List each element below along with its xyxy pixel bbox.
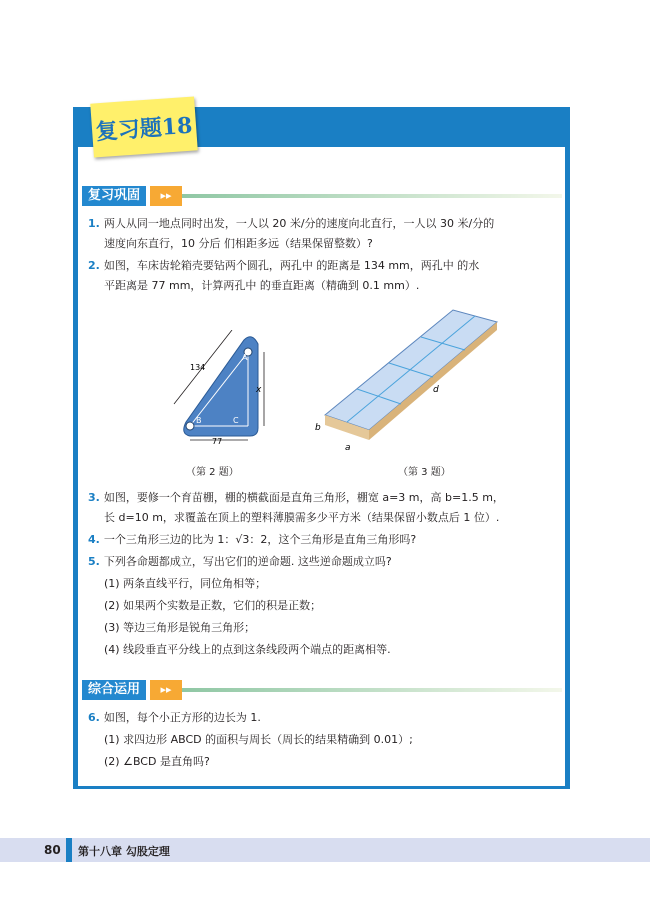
figure-2-gearbox [160,330,280,445]
label-134: 134 [190,363,206,372]
problem-number: 3. [88,491,100,504]
problem-5-item-3: (3) 等边三角形是锐角三角形； [104,621,256,634]
problem-text: 如图，每个小正方形的边长为 1. [103,711,261,724]
problem-number: 6. [88,711,100,724]
label-77: 77 [212,437,223,445]
problem-1-line-2: 速度向东直行，10 分后 们相距多远（结果保留整数）? [104,237,373,250]
section-header-review [82,186,562,206]
problem-5-item-1: (1) 两条直线平行，同位角相等； [104,577,267,590]
problem-number: 1. [88,217,100,230]
figure-3-caption: （第 3 题） [398,467,451,478]
problem-text: 一个三角形三边的比为 1：√3：2，这个三角形是直角三角形吗? [103,533,417,546]
double-arrow-icon: ▸▸ [150,186,182,206]
frame-left-border [73,107,78,789]
problem-2-line-2: 平距离是 77 mm，计算两孔中 的垂直距离（精确到 0.1 mm）. [104,279,420,292]
problem-6-item-1: (1) 求四边形 ABCD 的面积与周长（周长的结果精确到 0.01）; [104,733,413,746]
problem-text: 如图，要修一个育苗棚，棚的横截面是直角三角形，棚宽 a=3 m，高 b=1.5 m， [103,491,504,504]
problem-6-line-1 [88,708,261,728]
problem-5-item-4: (4) 线段垂直平分线上的点到这条线段两个端点的距离相等. [104,643,391,656]
problem-number: 2. [88,259,100,272]
label-b: b [315,423,321,433]
section-divider [182,688,562,692]
label-d: d [433,385,439,395]
problem-4-line-1 [88,530,416,550]
section-label: 综合运用 [82,680,146,700]
problem-text: 两人从同一地点同时出发，一人以 20 米/分的速度向北直行，一人以 30 米/分的 [103,217,495,230]
problem-2-line-1 [88,256,479,276]
label-a: a [345,443,351,453]
figure-2-caption: （第 2 题） [186,467,239,478]
chapter-title: 第十八章 勾股定理 [78,845,170,858]
frame-bottom-border [73,786,570,789]
problem-text: 如图，车床齿轮箱壳要钻两个圆孔，两孔中 的距离是 134 mm，两孔中 的水 [103,259,480,272]
double-arrow-icon: ▸▸ [150,680,182,700]
problem-1-line-1 [88,214,494,234]
section-label: 复习巩固 [82,186,146,206]
footer-accent [66,838,72,862]
problem-text: 下列各命题都成立，写出它们的逆命题. 这些逆命题成立吗? [103,555,392,568]
section-divider [182,194,562,198]
label-B: B [196,416,202,425]
label-A: A [242,353,248,362]
label-x: x [256,385,262,395]
problem-5-line-1 [88,552,392,572]
section-header-apply [82,680,562,700]
problem-3-line-2: 长 d=10 m，求覆盖在顶上的塑料薄膜需多少平方米（结果保留小数点后 1 位）. [104,511,500,524]
page-title: 复习题18 [90,96,198,157]
label-C: C [233,416,239,425]
problem-3-line-1 [88,488,504,508]
problem-5-item-2: (2) 如果两个实数是正数，它们的积是正数； [104,599,322,612]
problem-number: 5. [88,555,100,568]
problem-number: 4. [88,533,100,546]
figure-3-greenhouse [305,300,505,455]
page-number: 80 [44,843,61,857]
frame-right-border [565,107,570,789]
problem-6-item-2: (2) ∠BCD 是直角吗? [104,755,210,768]
